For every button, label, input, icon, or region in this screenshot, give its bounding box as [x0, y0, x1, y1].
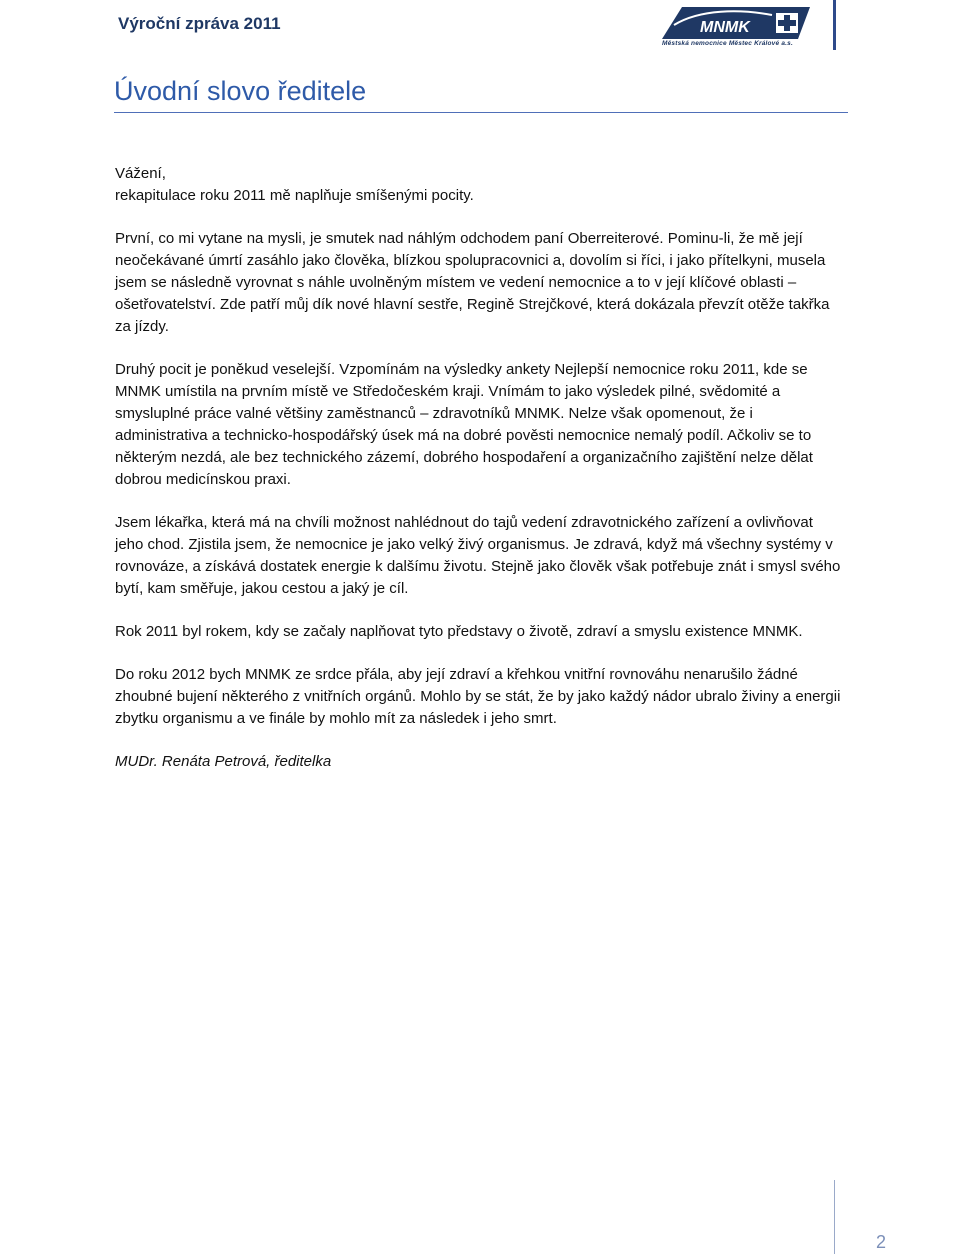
title-underline — [114, 112, 848, 113]
page-number: 2 — [876, 1232, 887, 1252]
salutation: Vážení, — [115, 165, 166, 182]
signature: MUDr. Renáta Petrová, ředitelka — [115, 753, 332, 770]
footer-divider — [834, 1180, 835, 1254]
paragraph: Rok 2011 byl rokem, kdy se začaly naplňovat tyto představy o životě, zdraví a smyslu existence MNMK. — [115, 623, 803, 640]
intro-line: rekapitulace roku 2011 mě naplňuje smíšenými pocity. — [115, 187, 474, 204]
paragraph: Do roku 2012 bych MNMK ze srdce přála, aby její zdraví a křehkou vnitřní rovnováhu nenarušilo žádné zhoubné bujení některého z vnitřních orgánů. Mohlo by se stát, že by jako každý nádor ubralo živiny a energii zbytku organismu a ve finále by mohlo mít za následek i jeho smrt. — [115, 666, 841, 727]
report-title: Výroční zpráva 2011 — [118, 14, 281, 33]
letter-body — [115, 163, 843, 794]
paragraph: Jsem lékařka, která má na chvíli možnost nahlédnout do tajů vedení zdravotnického zařízení a ovlivňovat jeho chod. Zjistila jsem, že nemocnice je jako velký živý organismus. Je zdravá, když má všechny systémy v rovnováze, a získává dostatek energie k dalšímu životu. Stejně jako člověk však potřebuje znát i smysl svého bytí, kam směřuje, jakou cestou a jaký je cíl. — [115, 514, 841, 597]
logo-wordmark: MNMK — [700, 19, 750, 36]
paragraph: Druhý pocit je poněkud veselejší. Vzpomínám na výsledky ankety Nejlepší nemocnice roku 2011, kde se MNMK umístila na prvním místě ve Středočeském kraji. Vnímám to jako výsledek pilné, svědomité a smysluplné práce valné většiny zaměstnanců – zdravotníků MNMK. Nelze však opomenout, že i administrativa a technicko-hospodářský úsek má na dobré pověsti nemocnice nemalý podíl. Ačkoliv se to některým nezdá, ale bez technického zázemí, dobrého hospodaření a organizačního zajištění nelze dělat dobrou medicínskou praxi. — [115, 361, 813, 488]
logo-subtitle: Městská nemocnice Městec Králové a.s. — [662, 40, 793, 47]
page-title: Úvodní slovo ředitele — [114, 76, 367, 106]
header-divider — [833, 0, 836, 50]
paragraph: První, co mi vytane na mysli, je smutek nad náhlým odchodem paní Oberreiterové. Pominu-li, že mě její neočekávané úmrtí zasáhlo jako člověka, blízkou spolupracovnici a, dovolím si říci, i jako přítelkyni, musela jsem se následně vyrovnat s náhle uvolněným místem ve vedení nemocnice a to v její klíčové oblasti – ošetřovatelství. Zde patří můj dík nové hlavní sestře, Regině Strejčkové, která dokázala převzít otěže takřka za jízdy. — [115, 230, 830, 335]
